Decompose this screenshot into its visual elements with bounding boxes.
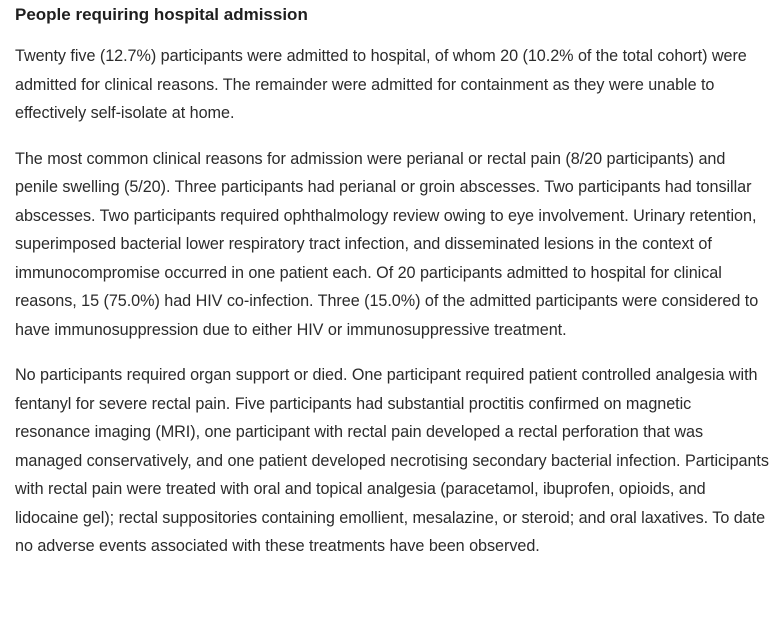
section-heading: People requiring hospital admission bbox=[15, 5, 308, 24]
paragraph-admissions: Twenty five (12.7%) participants were admitted to hospital, of whom 20 (10.2% of the total cohort) were admitted for clinical reasons. The remainder were admitted for containment as they were unable to effectively self-isolate at home. bbox=[15, 47, 747, 122]
paragraph-outcomes-treatment: No participants required organ support or died. One participant required patient controlled analgesia with fentanyl for severe rectal pain. Five participants had substantial proctitis confirmed on magnetic resonance imaging (MRI), one participant with rectal pain developed a rectal perforation that was managed conservatively, and one patient developed necrotising secondary bacterial infection. Participants with rectal pain were treated with oral and topical analgesia (paracetamol, ibuprofen, opioids, and lidocaine gel); rectal suppositories containing emollient, mesalazine, or steroid; and oral laxatives. To date no adverse events associated with these treatments have been observed. bbox=[15, 366, 769, 555]
paragraph-clinical-reasons: The most common clinical reasons for admission were perianal or rectal pain (8/20 participants) and penile swelling (5/20). Three participants had perianal or groin abscesses. Two participants had tonsillar abscesses. Two participants required ophthalmology review owing to eye involvement. Urinary retention, superimposed bacterial lower respiratory tract infection, and disseminated lesions in the context of immunocompromise occurred in one patient each. Of 20 participants admitted to hospital for clinical reasons, 15 (75.0%) had HIV co-infection. Three (15.0%) of the admitted participants were considered to have immunosuppression due to either HIV or immunosuppressive treatment. bbox=[15, 149, 759, 339]
